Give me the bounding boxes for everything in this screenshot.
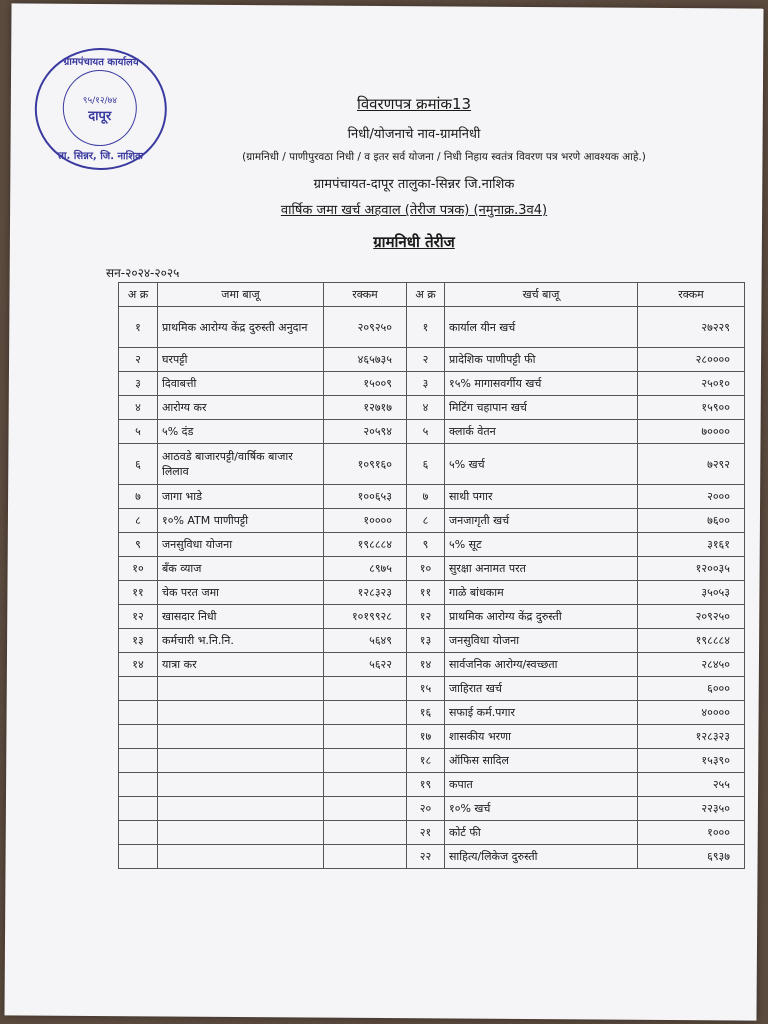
receipt-amount [324, 773, 407, 797]
receipt-amount [324, 797, 407, 821]
receipt-item: जागा भाडे [158, 485, 324, 509]
expense-amount: १००० [638, 821, 745, 845]
expense-amount: ६९३७ [638, 845, 745, 869]
table-row [119, 653, 745, 677]
receipt-item: प्राथमिक आरोग्य केंद्र दुरुस्ती अनुदान [158, 307, 324, 348]
expense-serial: ६ [407, 444, 445, 485]
table-row [119, 307, 745, 348]
expense-item: सफाई कर्म.पगार [445, 701, 638, 725]
report-name: वार्षिक जमा खर्च अहवाल (तेरीज पत्रक) (नमुनाक्र.3व4) [280, 203, 548, 218]
table-row [119, 629, 745, 653]
receipt-amount: ४६५७३५ [324, 348, 407, 372]
expense-amount: ३५०५३ [638, 581, 745, 605]
expense-serial: ९ [407, 533, 445, 557]
receipt-serial: ६ [119, 444, 158, 485]
receipt-amount: ५६४९ [324, 629, 407, 653]
expense-amount: ३१६१ [638, 533, 745, 557]
table-row [119, 420, 745, 444]
receipt-serial [119, 797, 158, 821]
expense-amount: ४०००० [638, 701, 745, 725]
table-row [119, 677, 745, 701]
stamp-ring-bottom: ता. सिन्नर, जि. नाशिक [58, 150, 143, 163]
expense-item: शासकीय भरणा [445, 725, 638, 749]
expense-serial: १ [407, 307, 445, 348]
receipt-item: आरोग्य कर [158, 396, 324, 420]
receipt-amount [324, 677, 407, 701]
report-subtitle: ग्रामनिधी तेरीज [373, 233, 455, 251]
header-expenses: खर्च बाजू [445, 283, 638, 307]
expense-serial: १० [407, 557, 445, 581]
expense-amount: १५९०० [638, 396, 745, 420]
expense-serial: ८ [407, 509, 445, 533]
table-row [119, 485, 745, 509]
expense-amount: २२३५० [638, 797, 745, 821]
receipt-amount: १९८८८४ [324, 533, 407, 557]
receipt-serial [119, 821, 158, 845]
receipt-serial [119, 677, 158, 701]
receipt-serial: ३ [119, 372, 158, 396]
statement-title: विवरणपत्र क्रमांक13 [356, 95, 472, 113]
receipt-amount: ५६२२ [324, 653, 407, 677]
receipt-serial: १३ [119, 629, 158, 653]
table-row [119, 773, 745, 797]
receipt-serial: २ [119, 348, 158, 372]
receipt-amount: १०१९९२८ [324, 605, 407, 629]
receipt-amount [324, 749, 407, 773]
receipt-item [158, 701, 324, 725]
receipt-item: दिवाबत्ती [158, 372, 324, 396]
expense-item: गाळे बांधकाम [445, 581, 638, 605]
receipt-amount: २०५९४ [324, 420, 407, 444]
table-row [119, 533, 745, 557]
receipt-item: आठवडे बाजारपट्टी/वार्षिक बाजार लिलाव [158, 444, 324, 485]
receipt-serial [119, 725, 158, 749]
expense-item: सार्वजनिक आरोग्य/स्वच्छता [445, 653, 638, 677]
receipt-item: १०% ATM पाणीपट्टी [158, 509, 324, 533]
receipt-amount: १०००० [324, 509, 407, 533]
expense-item: मिटिंग चहापान खर्च [445, 396, 638, 420]
table-row [119, 396, 745, 420]
receipt-serial: ५ [119, 420, 158, 444]
expense-amount: १२८३२३ [638, 725, 745, 749]
expense-serial: १८ [407, 749, 445, 773]
expense-serial: ५ [407, 420, 445, 444]
table-row [119, 444, 745, 485]
receipt-item [158, 677, 324, 701]
receipt-serial: १ [119, 307, 158, 348]
receipt-amount [324, 821, 407, 845]
expense-serial: १५ [407, 677, 445, 701]
receipt-amount: १५००९ [324, 372, 407, 396]
receipt-serial: ७ [119, 485, 158, 509]
table-row [119, 845, 745, 869]
receipt-item: यात्रा कर [158, 653, 324, 677]
receipt-amount [324, 845, 407, 869]
receipt-amount: १२८३२३ [324, 581, 407, 605]
expense-item: क्लार्क वेतन [445, 420, 638, 444]
receipt-amount: २०९२५० [324, 307, 407, 348]
table-row [119, 725, 745, 749]
receipt-item: खासदार निधी [158, 605, 324, 629]
expense-item: जनजागृती खर्च [445, 509, 638, 533]
expense-amount: २०९२५० [638, 605, 745, 629]
expense-item: १०% खर्च [445, 797, 638, 821]
expense-serial: ११ [407, 581, 445, 605]
receipt-serial [119, 701, 158, 725]
receipt-serial [119, 773, 158, 797]
receipt-serial: १० [119, 557, 158, 581]
expense-item: ऑफिस सादिल [445, 749, 638, 773]
expense-amount: १९८८८४ [638, 629, 745, 653]
expense-amount: २५०१० [638, 372, 745, 396]
table-row [119, 701, 745, 725]
expense-item: १५% मागासवर्गीय खर्च [445, 372, 638, 396]
receipt-item: घरपट्टी [158, 348, 324, 372]
expense-item: जनसुविधा योजना [445, 629, 638, 653]
expense-serial: ३ [407, 372, 445, 396]
stamp-place: दापूर [88, 108, 112, 124]
receipt-serial: ९ [119, 533, 158, 557]
stamp-number: ९५/१२/७४ [82, 95, 117, 106]
expense-serial: १९ [407, 773, 445, 797]
receipt-amount: ८९७५ [324, 557, 407, 581]
receipt-item: जनसुविधा योजना [158, 533, 324, 557]
expense-serial: १७ [407, 725, 445, 749]
table-row [119, 821, 745, 845]
receipt-item: बँक व्याज [158, 557, 324, 581]
header-amount-expenses: रक्कम [638, 283, 745, 307]
expense-item: कपात [445, 773, 638, 797]
receipt-item [158, 773, 324, 797]
receipt-serial [119, 845, 158, 869]
expense-item: साथी पगार [445, 485, 638, 509]
receipt-serial [119, 749, 158, 773]
location-line: ग्रामपंचायत-दापूर तालुका-सिन्नर जि.नाशिक [313, 177, 515, 192]
expense-amount: ६००० [638, 677, 745, 701]
expense-serial: ७ [407, 485, 445, 509]
expense-serial: १६ [407, 701, 445, 725]
expense-serial: १४ [407, 653, 445, 677]
stamp-ring-top: ग्रामपंचायत कार्यालय [63, 56, 139, 69]
expense-item: ५% खर्च [445, 444, 638, 485]
receipt-item [158, 845, 324, 869]
receipt-amount: १०९१६० [324, 444, 407, 485]
expense-amount: ७६०० [638, 509, 745, 533]
expense-amount: २७२२९ [638, 307, 745, 348]
trial-balance-table [118, 282, 745, 869]
expense-serial: १३ [407, 629, 445, 653]
expense-amount: २८४५० [638, 653, 745, 677]
receipt-item [158, 725, 324, 749]
table-row [119, 605, 745, 629]
receipt-serial: ४ [119, 396, 158, 420]
financial-year: सन-२०२४-२०२५ [106, 266, 180, 280]
expense-serial: २ [407, 348, 445, 372]
receipt-item [158, 821, 324, 845]
receipt-item: चेक परत जमा [158, 581, 324, 605]
table-row [119, 557, 745, 581]
header-serial-expenses: अ क्र [407, 283, 445, 307]
table-header-row [119, 283, 745, 307]
expense-serial: २२ [407, 845, 445, 869]
receipt-item [158, 797, 324, 821]
instruction-note: (ग्रामनिधी / पाणीपुरवठा निधी / व इतर सर्व योजना / निधी निहाय स्वतंत्र विवरण पत्र भरणे आवश्यक आहे.) [242, 151, 646, 163]
expense-amount: ७०००० [638, 420, 745, 444]
expense-serial: २१ [407, 821, 445, 845]
expense-amount: १५३९० [638, 749, 745, 773]
expense-item: कोर्ट फी [445, 821, 638, 845]
expense-item: ५% सूट [445, 533, 638, 557]
expense-amount: २००० [638, 485, 745, 509]
expense-item: साहित्य/लिकेज दुरुस्ती [445, 845, 638, 869]
receipt-item: कर्मचारी भ.नि.नि. [158, 629, 324, 653]
fund-name: निधी/योजनाचे नाव-ग्रामनिधी [347, 127, 481, 142]
expense-serial: १२ [407, 605, 445, 629]
header-amount-receipts: रक्कम [324, 283, 407, 307]
table-row [119, 509, 745, 533]
receipt-serial: १२ [119, 605, 158, 629]
receipt-item: ५% दंड [158, 420, 324, 444]
receipt-item [158, 749, 324, 773]
table-row [119, 749, 745, 773]
table-row [119, 348, 745, 372]
receipt-amount: १००६५३ [324, 485, 407, 509]
header-serial-receipts: अ क्र [119, 283, 158, 307]
receipt-amount [324, 701, 407, 725]
receipt-amount [324, 725, 407, 749]
table-row [119, 372, 745, 396]
expense-amount: २५५ [638, 773, 745, 797]
expense-serial: ४ [407, 396, 445, 420]
expense-amount: २८०००० [638, 348, 745, 372]
table-row [119, 581, 745, 605]
receipt-serial: १४ [119, 653, 158, 677]
expense-item: प्रादेशिक पाणीपट्टी फी [445, 348, 638, 372]
expense-serial: २० [407, 797, 445, 821]
receipt-serial: ११ [119, 581, 158, 605]
receipt-serial: ८ [119, 509, 158, 533]
expense-item: कार्याल यीन खर्च [445, 307, 638, 348]
expense-item: प्राथमिक आरोग्य केंद्र दुरुस्ती [445, 605, 638, 629]
expense-item: सुरक्षा अनामत परत [445, 557, 638, 581]
expense-amount: ७२९२ [638, 444, 745, 485]
receipt-amount: १२७१७ [324, 396, 407, 420]
expense-amount: १२००३५ [638, 557, 745, 581]
header-receipts: जमा बाजू [158, 283, 324, 307]
table-row [119, 797, 745, 821]
expense-item: जाहिरात खर्च [445, 677, 638, 701]
